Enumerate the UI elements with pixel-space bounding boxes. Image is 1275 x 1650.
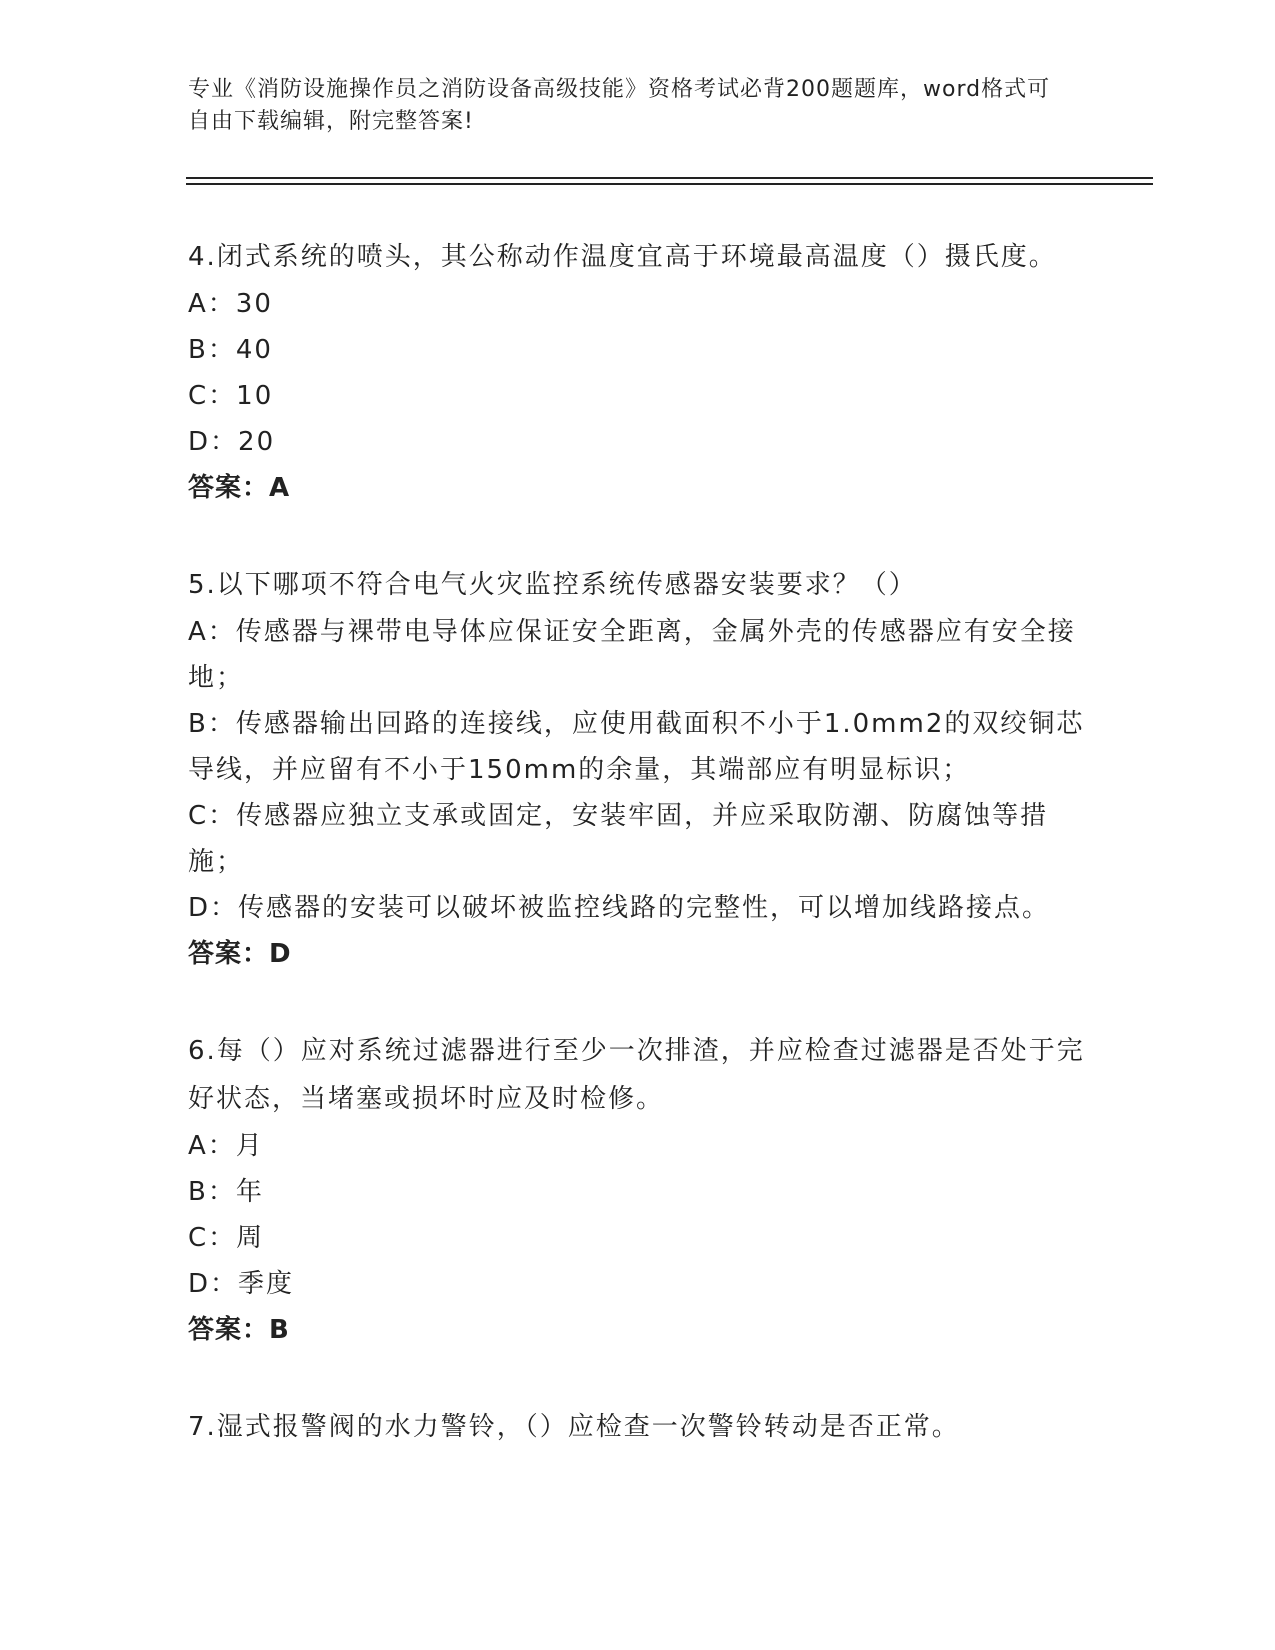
option-c: C：周 xyxy=(188,1223,265,1253)
answer-value: D xyxy=(269,939,292,969)
question-item xyxy=(188,1027,1088,1353)
question-spacer xyxy=(188,511,1088,561)
document-header-text: 专业《消防设施操作员之消防设备高级技能》资格考试必背200题题库，word格式可自由下载编辑，附完整答案! xyxy=(188,77,1051,134)
option-a: A：传感器与裸带电导体应保证安全距离，金属外壳的传感器应有安全接地； xyxy=(188,617,1076,693)
option-a: A：30 xyxy=(188,289,273,319)
question-item xyxy=(188,1403,1088,1451)
answer-line xyxy=(188,1307,1088,1353)
question-spacer xyxy=(188,1353,1088,1403)
question-stem: 4.闭式系统的喷头，其公称动作温度宜高于环境最高温度（）摄氏度。 xyxy=(188,242,1057,272)
answer-value: B xyxy=(269,1315,290,1345)
answer-line xyxy=(188,931,1088,977)
answer-label: 答案： xyxy=(188,473,270,503)
answer-label: 答案： xyxy=(188,939,270,969)
question-item xyxy=(188,233,1088,511)
option-a: A：月 xyxy=(188,1131,264,1161)
header-divider-top xyxy=(186,177,1153,179)
option-d: D：季度 xyxy=(188,1269,295,1299)
question-stem: 6.每（）应对系统过滤器进行至少一次排渣，并应检查过滤器是否处于完好状态，当堵塞或损坏时应及时检修。 xyxy=(188,1036,1085,1114)
answer-label: 答案： xyxy=(188,1315,270,1345)
option-d: D：20 xyxy=(188,427,276,457)
option-d: D：传感器的安装可以破坏被监控线路的完整性，可以增加线路接点。 xyxy=(188,893,1051,923)
answer-value: A xyxy=(269,473,291,503)
question-stem: 5.以下哪项不符合电气火灾监控系统传感器安装要求？（） xyxy=(188,570,917,600)
option-c: C：传感器应独立支承或固定，安装牢固，并应采取防潮、防腐蚀等措施； xyxy=(188,801,1049,877)
question-list xyxy=(188,233,1088,1451)
answer-line xyxy=(188,465,1088,511)
question-spacer xyxy=(188,977,1088,1027)
option-c: C：10 xyxy=(188,381,274,411)
header-divider-bottom xyxy=(186,183,1153,185)
option-b: B：40 xyxy=(188,335,273,365)
question-stem: 7.湿式报警阀的水力警铃，（）应检查一次警铃转动是否正常。 xyxy=(188,1412,960,1442)
option-b: B：传感器输出回路的连接线，应使用截面积不小于1.0mm2的双绞铜芯导线，并应留有不小于150mm的余量，其端部应有明显标识； xyxy=(188,709,1085,785)
option-b: B：年 xyxy=(188,1177,264,1207)
question-item xyxy=(188,561,1088,977)
